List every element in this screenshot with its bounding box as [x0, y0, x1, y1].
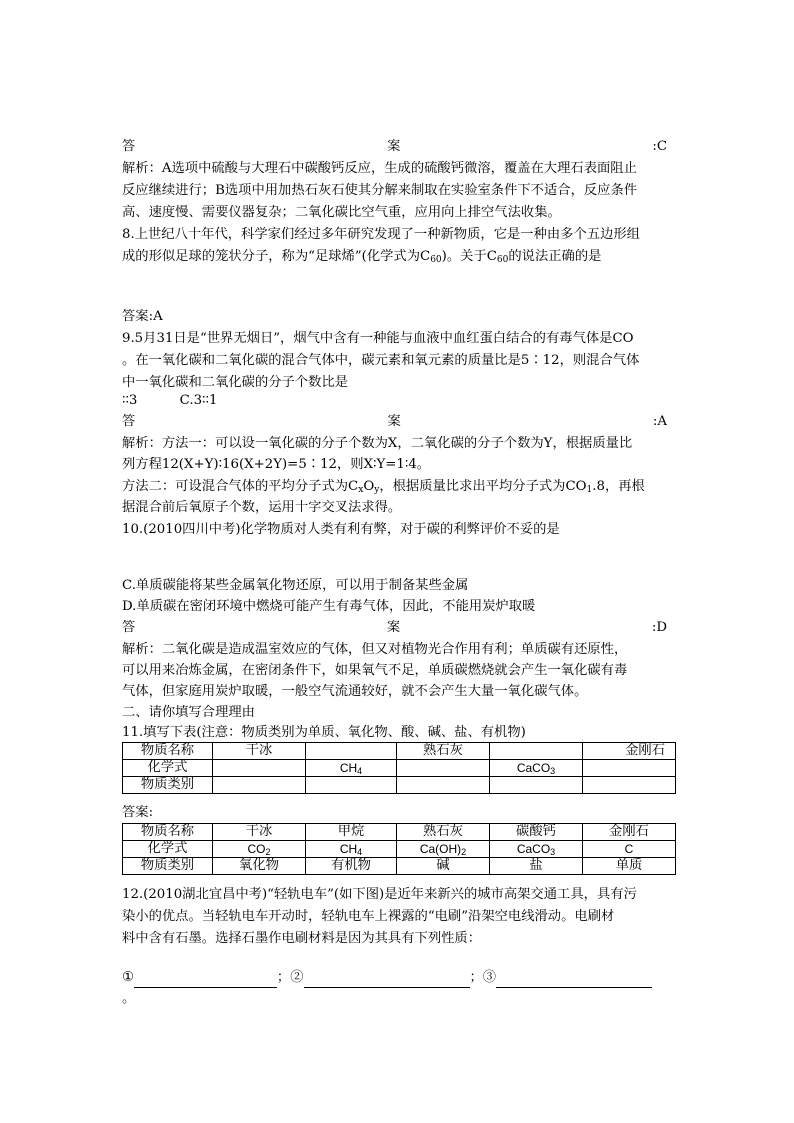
- q10-option-c: C.单质碳能将某些金属氧化物还原，可以用于制备某些金属: [122, 578, 469, 593]
- table-cell: [306, 760, 397, 777]
- formula: CaCO: [516, 761, 551, 775]
- answer-value: :C: [652, 139, 667, 154]
- table-row: [123, 760, 676, 777]
- q7-answer-line: [122, 137, 667, 157]
- text-span: 方法二：可设混合气体的平均分子式为C: [122, 479, 359, 494]
- subscript: 3: [550, 847, 556, 857]
- table-row: [123, 841, 676, 858]
- subscript: 3: [550, 766, 556, 776]
- q11-answer-label: 答案:: [122, 805, 154, 820]
- table-row: [123, 743, 676, 760]
- answer-label-left: 答: [122, 139, 136, 154]
- table-cell: 熟石灰: [397, 824, 490, 841]
- subscript: 2: [265, 847, 271, 857]
- q11-blank-table: [122, 742, 676, 794]
- subscript: y: [374, 485, 380, 495]
- table-cell: 碳酸钙: [490, 824, 583, 841]
- table-cell: [397, 841, 490, 858]
- formula: C: [624, 842, 634, 856]
- q12-end-mark: 。: [122, 991, 136, 1006]
- subscript: 4: [357, 847, 363, 857]
- table-cell: 甲烷: [306, 824, 397, 841]
- q12-question-line: 12.(2010湖北宜昌中考)“轻轨电车”(如下图)是近年来新兴的城市高架交通工具，具有污: [122, 887, 637, 902]
- text-span: ，根据质量比求出平均分子式为CO: [379, 479, 587, 494]
- q10-question-line: 10.(2010四川中考)化学物质对人类有利有弊，对于碳的利弊评价不妥的是: [122, 522, 560, 537]
- table-cell: [490, 743, 583, 760]
- text-span: )。关于C: [441, 249, 497, 264]
- table-cell: 物质名称: [123, 824, 213, 841]
- text-span: 成的形似足球的笼状分子，称为“足球烯”(化学式为C: [122, 249, 431, 264]
- answer-label-left: 答: [122, 620, 136, 635]
- answer-blank-2[interactable]: [304, 973, 470, 988]
- table-cell: 化学式: [123, 760, 213, 777]
- answer-value: :A: [652, 414, 667, 429]
- answer-label-mid: 案: [387, 139, 401, 154]
- table-row: [123, 824, 676, 841]
- subscript: 60: [496, 255, 509, 265]
- table-row: [123, 777, 676, 794]
- q9-analysis-line: [122, 477, 667, 497]
- table-cell: [490, 777, 583, 794]
- q10-analysis-line: 可以用来冶炼金属，在密闭条件下，如果氧气不足，单质碳燃烧就会产生一氧化碳有毒: [122, 663, 628, 678]
- table-cell: [213, 841, 306, 858]
- q12-fill-blanks: [122, 968, 682, 988]
- table-cell: 碱: [397, 858, 490, 875]
- q9-analysis-line: 解析：方法一：可以设一氧化碳的分子个数为X，二氧化碳的分子个数为Y，根据质量比: [122, 436, 633, 451]
- blank-marker-1: ①: [122, 970, 134, 985]
- q9-question-line: 9.5月31日是“世界无烟日”，烟气中含有一种能与血液中血红蛋白结合的有毒气体是CO: [122, 331, 634, 346]
- table-cell: 单质: [583, 858, 676, 875]
- q10-analysis-line: 解析：二氧化碳是造成温室效应的气体，但又对植物光合作用有利；单质碳有还原性，: [122, 642, 628, 657]
- answer-label-mid: 案: [386, 620, 401, 635]
- table-cell: 熟石灰: [397, 743, 490, 760]
- q8-question-line: 8.上世纪八十年代，科学家们经过多年研究发现了一种新物质，它是一种由多个五边形组: [122, 227, 640, 242]
- q8-question-line: [122, 247, 667, 267]
- q8-answer: 答案:A: [122, 309, 163, 324]
- table-cell: 金刚石: [583, 824, 676, 841]
- q7-analysis-line: 反应继续进行；B选项中用加热石灰石使其分解来制取在实验室条件下不适合，反应条件: [122, 183, 638, 198]
- q9-analysis-line: 列方程12(X+Y)∶16(X+2Y)=5∶12，则X∶Y=1∶4。: [122, 457, 431, 472]
- table-cell: 物质名称: [123, 743, 213, 760]
- q12-question-line: 料中含有石墨。选择石墨作电刷材料是因为其具有下列性质：: [122, 931, 482, 946]
- table-cell: [583, 760, 676, 777]
- table-cell: [306, 841, 397, 858]
- answer-blank-1[interactable]: [134, 973, 277, 988]
- q12-question-line: 染小的优点。当轻轨电车开动时，轻轨电车上裸露的“电刷”沿架空电线滑动。电刷材: [122, 909, 615, 924]
- table-cell: 干冰: [213, 824, 306, 841]
- subscript: 60: [430, 255, 442, 265]
- q9-answer-line: [122, 412, 667, 432]
- table-cell: 金刚石: [583, 743, 676, 760]
- subscript: 2: [461, 847, 467, 857]
- q9-analysis-line: 据混合前后氧原子个数，运用十字交叉法求得。: [122, 500, 402, 515]
- blank-marker-2: ；②: [276, 970, 304, 985]
- section-heading: 二、请你填写合理理由: [122, 705, 255, 720]
- text-span: 的说法正确的是: [508, 249, 602, 264]
- table-cell: [490, 841, 583, 858]
- answer-blank-3[interactable]: [496, 973, 652, 988]
- table-cell: [583, 777, 676, 794]
- table-row: [123, 858, 676, 875]
- q9-question-line: 中一氧化碳和二氧化碳的分子个数比是: [122, 375, 349, 390]
- table-cell: [583, 841, 676, 858]
- formula: CaCO: [516, 842, 551, 856]
- subscript: 4: [357, 766, 363, 776]
- table-cell: 盐: [490, 858, 583, 875]
- text-span: O: [363, 479, 375, 494]
- q7-analysis-line: 高、速度慢、需要仪器复杂；二氧化碳比空气重，应用向上排空气法收集。: [122, 205, 561, 220]
- q10-analysis-line: 气体，但家庭用炭炉取暖，一般空气流通较好，就不会产生大量一氧化碳气体。: [122, 684, 588, 699]
- table-cell: [397, 777, 490, 794]
- table-cell: 化学式: [123, 841, 213, 858]
- table-cell: [306, 777, 397, 794]
- text-span: .8，再根: [592, 479, 645, 494]
- answer-label-left: 答: [122, 414, 136, 429]
- table-cell: [213, 777, 306, 794]
- table-cell: 有机物: [306, 858, 397, 875]
- formula: CO: [247, 842, 266, 856]
- formula: Ca(OH): [419, 842, 462, 856]
- q10-option-d: D.单质碳在密闭环境中燃烧可能产生有毒气体，因此，不能用炭炉取暖: [122, 599, 536, 614]
- q9-question-line: 。在一氧化碳和二氧化碳的混合气体中，碳元素和氧元素的质量比是5∶12，则混合气体: [122, 353, 640, 368]
- table-cell: [306, 743, 397, 760]
- q7-analysis-line: 解析：A选项中硫酸与大理石中碳酸钙反应，生成的硫酸钙微溶，覆盖在大理石表面阻止: [122, 161, 637, 176]
- q9-options: ∶∶3 C.3∶∶1: [122, 393, 218, 408]
- table-cell: [490, 760, 583, 777]
- answer-label-mid: 案: [387, 414, 401, 429]
- table-cell: 氧化物: [213, 858, 306, 875]
- table-cell: [397, 760, 490, 777]
- formula: CH: [339, 842, 358, 856]
- q11-answer-table: [122, 823, 676, 875]
- table-cell: 物质类别: [123, 858, 213, 875]
- q10-answer-line: [122, 618, 667, 638]
- formula: CH: [339, 761, 358, 775]
- blank-marker-3: ；③: [469, 970, 497, 985]
- answer-value: :D: [651, 620, 667, 635]
- table-cell: [213, 760, 306, 777]
- subscript: x: [358, 485, 364, 495]
- q11-title: 11.填写下表(注意：物质类别为单质、氧化物、酸、碱、盐、有机物): [122, 725, 526, 740]
- subscript: 1: [586, 485, 593, 495]
- table-cell: 干冰: [213, 743, 306, 760]
- table-cell: 物质类别: [123, 777, 213, 794]
